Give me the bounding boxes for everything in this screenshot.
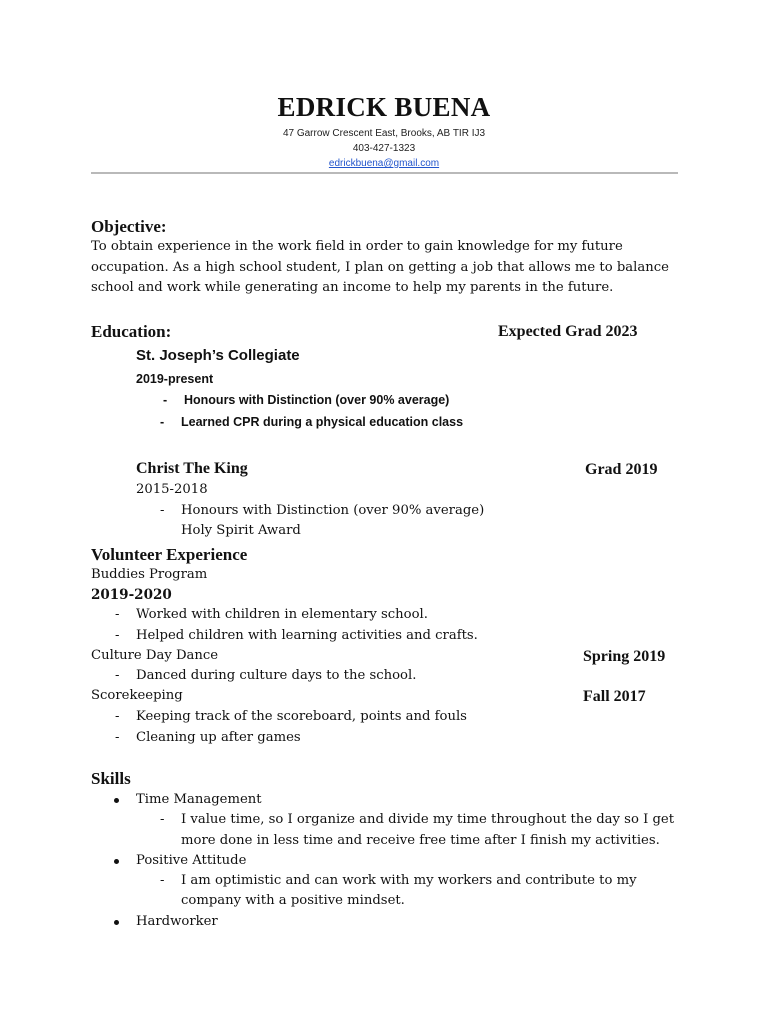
skill-2-name: Positive Attitude	[136, 853, 247, 868]
school-2-grad: Grad 2019	[585, 461, 658, 478]
phone-line: 403-427-1323	[352, 143, 416, 154]
program-1-years: 2019-2020	[91, 587, 172, 603]
resume-name: EDRICK BUENA	[277, 92, 491, 122]
header-divider	[91, 172, 678, 174]
objective-heading: Objective:	[91, 217, 167, 236]
skill-1-detail-2: more done in less time and receive free time after I finish my activities.	[181, 833, 660, 848]
skill-1-name: Time Management	[136, 792, 262, 807]
bullet-icon	[114, 859, 119, 864]
skill-2-detail-2: company with a positive mindset.	[181, 893, 405, 908]
school-1-item-2: - Learned CPR during a physical education class	[181, 415, 463, 429]
program-2-item-1: - Danced during culture days to the school.	[136, 668, 416, 683]
expected-grad	[498, 323, 638, 341]
school-1-years: 2019-present	[136, 372, 214, 386]
bullet-icon	[114, 920, 119, 925]
school-2-name: Christ The King	[136, 460, 248, 477]
objective-line-1: To obtain experience in the work field in order to gain knowledge for my future	[91, 239, 623, 254]
volunteer-heading: Volunteer Experience	[91, 545, 248, 564]
address-line: 47 Garrow Crescent East, Brooks, AB TIR IJ3	[282, 128, 486, 139]
program-3-item-2: - Cleaning up after games	[136, 730, 301, 745]
email-link[interactable]: edrickbuena@gmail.com	[328, 158, 440, 169]
program-1-item-1: - Worked with children in elementary school.	[136, 607, 428, 622]
school-2-item-2: Holy Spirit Award	[181, 523, 301, 538]
expected-grad-text: Expected Grad 2023	[498, 323, 638, 340]
school-2-years: 2015-2018	[136, 482, 208, 497]
school-1-name: St. Joseph’s Collegiate	[136, 347, 300, 364]
school-2-item-1: - Honours with Distinction (over 90% average)	[181, 503, 484, 518]
program-3-date: Fall 2017	[583, 688, 646, 705]
program-3-name: Scorekeeping	[91, 688, 183, 703]
program-3-item-1: - Keeping track of the scoreboard, points and fouls	[136, 709, 467, 724]
skill-3-name: Hardworker	[136, 914, 218, 929]
education-heading: Education:	[91, 322, 172, 341]
program-2-date: Spring 2019	[583, 648, 666, 665]
objective-line-3: school and work while generating an income to help my parents in the future.	[91, 280, 614, 295]
skill-2-detail-1: - I am optimistic and can work with my workers and contribute to my	[181, 873, 637, 888]
program-2-name: Culture Day Dance	[91, 648, 219, 663]
program-1-name: Buddies Program	[91, 567, 208, 582]
skill-1-detail-1: - I value time, so I organize and divide my time throughout the day so I get	[181, 812, 674, 827]
skills-heading: Skills	[91, 769, 131, 788]
objective-line-2: occupation. As a high school student, I plan on getting a job that allows me to balance	[91, 260, 669, 275]
program-1-item-2: - Helped children with learning activities and crafts.	[136, 628, 478, 643]
email-line	[0, 158, 768, 169]
bullet-icon	[114, 798, 119, 803]
school-1-item-1: - Honours with Distinction (over 90% average)	[184, 393, 449, 407]
